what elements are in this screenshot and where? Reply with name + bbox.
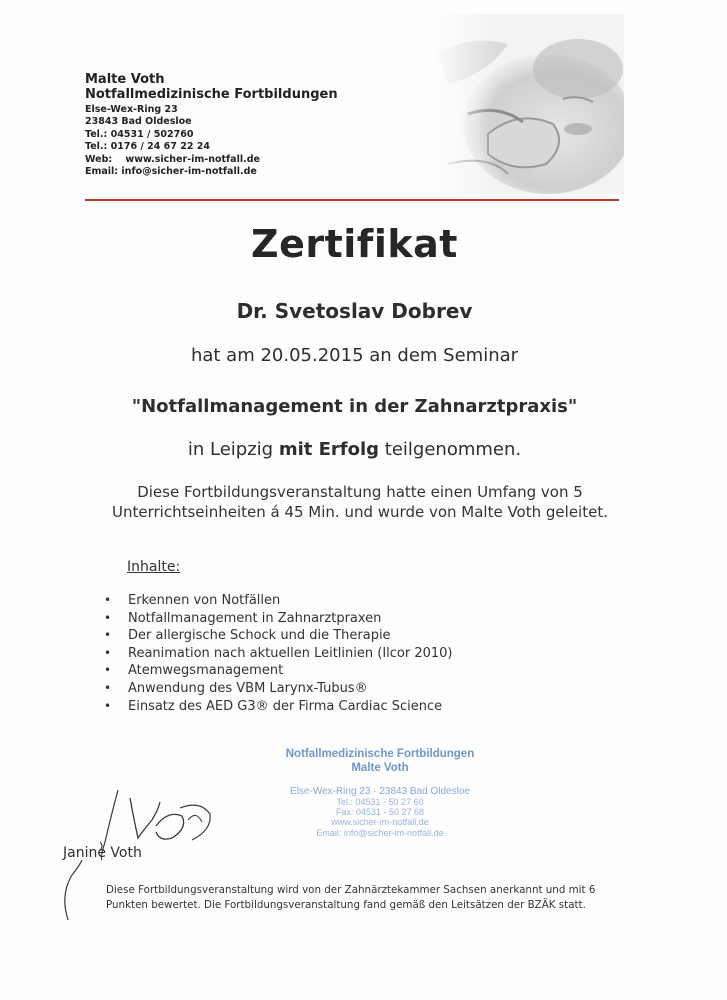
bullet-icon: • [104,610,112,625]
location-success-line [0,439,709,460]
letterhead-mobile: Tel.: 0176 / 24 67 22 24 [85,141,210,153]
bullet-icon: • [104,663,112,678]
certificate-title: Zertifikat [251,222,458,266]
success-text: mit Erfolg [278,439,380,460]
bullet-icon: • [104,628,112,643]
course-description [60,482,660,522]
bullet-icon: • [104,645,112,660]
location-text: in Leipzig [187,439,279,460]
letterhead-name: Malte Voth [85,72,165,87]
recipient-name: Dr. Svetoslav Dobrev [236,299,473,323]
letterhead-city: 23843 Bad Oldesloe [85,116,192,128]
list-item [104,627,604,645]
letterhead-web: Web: www.sicher-im-notfall.de [85,153,260,165]
stamp-address: Else-Wex-Ring 23 · 23843 Bad Oldesloe [290,786,470,797]
list-item-label: Der allergische Schock und die Therapie [128,628,391,644]
course-description-line-2: Unterrichtseinheiten á 45 Min. und wurde von Malte Voth geleitet. [112,503,608,521]
list-item [104,662,604,680]
attendance-date-line: hat am 20.05.2015 an dem Seminar [190,345,519,366]
list-item [104,610,604,628]
list-item [104,680,604,698]
stamp-email: Email: info@sicher-im-notfall.de [316,827,444,838]
seminar-title: "Notfallmanagement in der Zahnarztpraxis" [131,396,578,417]
list-item-label: Einsatz des AED G3® der Firma Cardiac Science [128,698,443,714]
participated-text: teilgenommen. [379,439,522,460]
stamp-name: Malte Voth [351,762,409,774]
header-divider [85,199,619,201]
list-item-label: Notfallmanagement in Zahnarztpraxen [128,610,382,626]
list-item-label: Erkennen von Notfällen [128,593,281,608]
letterhead [85,72,425,178]
letterhead-organization: Notfallmedizinische Fortbildungen [85,87,338,102]
list-item-label: Reanimation nach aktuellen Leitlinien (Ilcor 2010) [128,645,453,661]
contents-heading: Inhalte: [127,559,181,575]
stamp-web: www.sicher-im-notfall.de [331,817,429,828]
contents-list [104,592,604,715]
accreditation-note-line-1: Diese Fortbildungsveranstaltung wird von der Zahnärztekammer Sachsen anerkannt und mit 6 [106,884,596,896]
list-item [104,698,604,716]
list-item-label: Anwendung des VBM Larynx-Tubus® [128,680,368,696]
organization-stamp [250,748,510,838]
stamp-organization: Notfallmedizinische Fortbildungen [285,748,475,760]
letterhead-email: Email: info@sicher-im-notfall.de [85,166,257,178]
letterhead-phone: Tel.: 04531 / 502760 [85,128,194,140]
signer-name: Janine Voth [63,845,142,861]
list-item [104,592,604,610]
list-item [104,645,604,663]
list-item-label: Atemwegsmanagement [128,663,284,679]
stamp-phone: Tel.: 04531 - 50 27 60 [336,797,424,807]
accreditation-note [106,883,626,912]
stamp-fax: Fax: 04531 - 50 27 68 [335,807,425,818]
bullet-icon: • [104,593,112,607]
letterhead-street: Else-Wex-Ring 23 [85,104,178,115]
accreditation-note-line-2: Punkten bewertet. Die Fortbildungsveranstaltung fand gemäß den Leitsätzen der BZÄK statt. [106,898,586,911]
bullet-icon: • [104,680,112,695]
course-description-line-1: Diese Fortbildungsveranstaltung hatte einen Umfang von 5 [137,483,583,501]
bullet-icon: • [104,698,112,713]
header-photo-illustration [428,14,624,194]
patient-oxygen-mask-photo [428,14,624,194]
